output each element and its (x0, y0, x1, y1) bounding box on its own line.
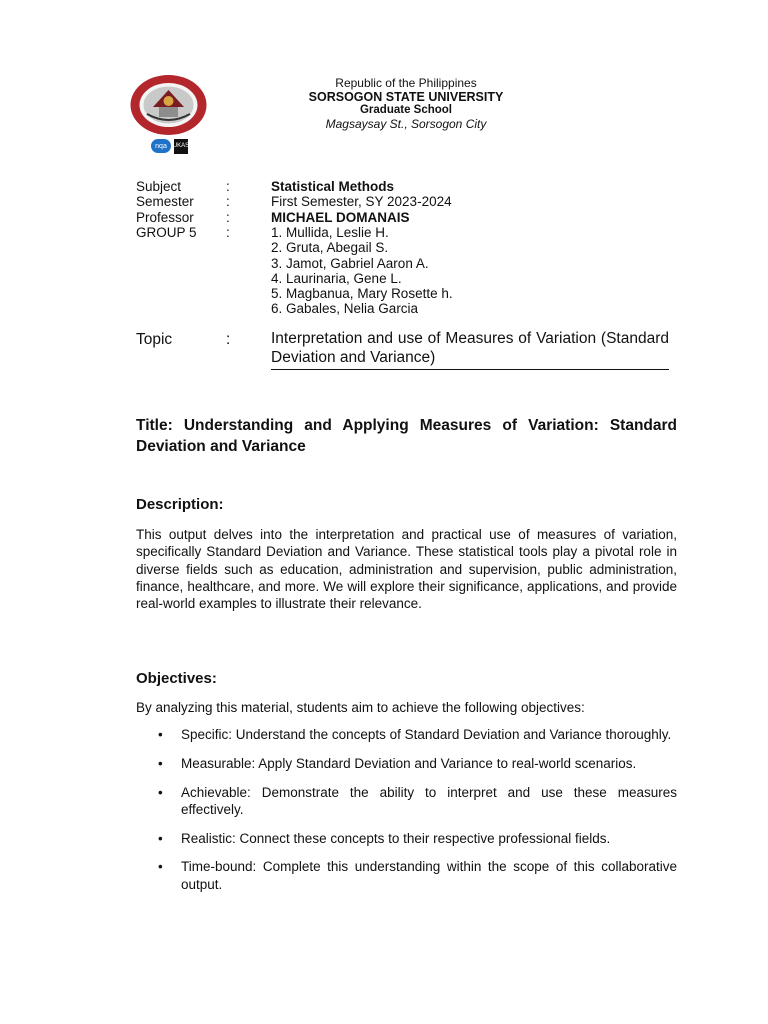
objective-text: Realistic: Connect these concepts to their respective professional fields. (181, 830, 611, 846)
topic-label: Topic (136, 331, 173, 348)
certification-badges (151, 138, 188, 154)
member-item: 5. Magbanua, Mary Rosette h. (271, 286, 453, 302)
objective-text: Measurable: Apply Standard Deviation and Variance to real-world scenarios. (181, 755, 637, 771)
university-name: SORSOGON STATE UNIVERSITY (308, 89, 504, 104)
objective-item (136, 726, 677, 743)
semester-row (136, 194, 452, 209)
republic-line: Republic of the Philippines (335, 76, 477, 90)
topic-text: Interpretation and use of Measures of Variation (Standard Deviation and Variance) (271, 330, 669, 370)
professor-value: MICHAEL DOMANAIS (271, 209, 410, 225)
subject-label: Subject (136, 179, 182, 194)
subject-row (136, 179, 452, 194)
member-item: 3. Jamot, Gabriel Aaron A. (271, 255, 429, 271)
colon: : (226, 179, 230, 194)
objective-item (136, 858, 677, 893)
member-item: 2. Gruta, Abegail S. (271, 240, 389, 256)
bullet-icon: • (158, 727, 163, 742)
colon: : (226, 194, 230, 210)
nqa-badge-icon: nqa (151, 139, 171, 153)
professor-row (136, 210, 452, 225)
objectives-intro: By analyzing this material, students aim to achieve the following objectives: (136, 700, 585, 715)
description-heading: Description: (136, 496, 224, 513)
member-item: 1. Mullida, Leslie H. (271, 225, 389, 240)
university-address: Magsaysay St., Sorsogon City (325, 116, 487, 131)
university-seal-logo (129, 74, 208, 136)
member-item: 6. Gabales, Nelia Garcia (271, 301, 419, 317)
objective-text: Time-bound: Complete this understanding within the scope of this collaborative output. (181, 859, 677, 892)
group-label: GROUP 5 (136, 224, 197, 240)
objective-item (136, 784, 677, 819)
colon: : (226, 224, 230, 240)
member-item: 4. Laurinaria, Gene L. (271, 270, 402, 286)
description-body: This output delves into the interpretation and practical use of measures of variation, specifically Standard Deviation and Variance. These statistical tools play a pivotal role in diverse fields such as education, administration and supervision, public administration, finance, healthcare, and more. We will explore their significance, applications, and provide real-world examples to illustrate their relevance. (136, 527, 677, 612)
semester-value: First Semester, SY 2023-2024 (271, 194, 452, 210)
subject-value: Statistical Methods (271, 179, 395, 194)
bullet-icon: • (158, 755, 163, 771)
objectives-list (136, 726, 677, 905)
document-title: Title: Understanding and Applying Measures of Variation: Standard Deviation and Variance (136, 417, 677, 455)
bullet-icon: • (158, 784, 163, 800)
ukas-badge-icon: UKAS (174, 139, 188, 154)
group-members-list (271, 225, 453, 317)
topic-colon: : (226, 331, 231, 348)
school-name: Graduate School (359, 104, 453, 116)
objective-item (136, 830, 677, 847)
semester-label: Semester (136, 194, 194, 210)
objective-text: Specific: Understand the concepts of Standard Deviation and Variance thoroughly. (181, 727, 672, 742)
professor-label: Professor (136, 209, 194, 225)
bullet-icon: • (158, 859, 163, 875)
letterhead (256, 77, 556, 131)
colon: : (226, 209, 230, 225)
objective-text: Achievable: Demonstrate the ability to interpret and use these measures effectively. (181, 784, 677, 817)
objective-item (136, 755, 677, 772)
bullet-icon: • (158, 830, 163, 846)
objectives-heading: Objectives: (136, 670, 217, 687)
